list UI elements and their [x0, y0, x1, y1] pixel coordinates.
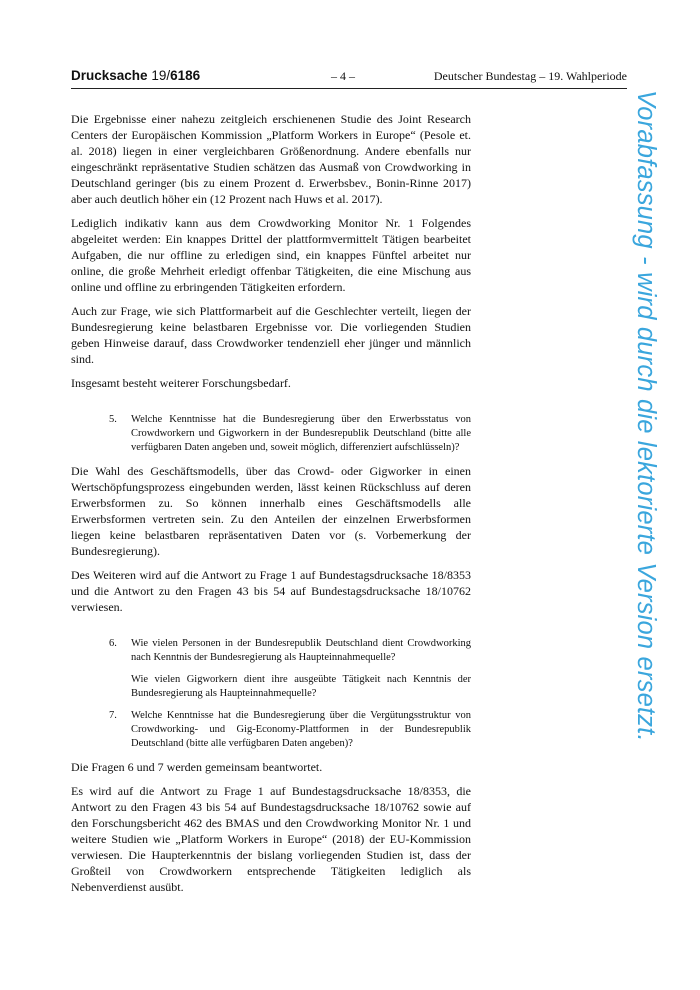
document-number: [71, 68, 200, 83]
answer-paragraph: Die Wahl des Geschäftsmodells, über das Crowd- oder Gigworker in einen Wertschöpfungsprozess eingebunden werden, lässt keinen Rückschluss auf deren Erwerbsformen zu. So können innerhalb eines Geschäftsmodells alle Erwerbsformen vertreten sein. Zu den Anteilen der einzelnen Erwerbsformen liegen keine belastbaren repräsentativen Daten vor (s. Vorbemerkung der Bundesregierung).: [71, 464, 471, 558]
publisher-period: Deutscher Bundestag – 19. Wahlperiode: [433, 69, 627, 83]
doc-number-prefix: 19/: [151, 68, 171, 83]
question-6-continued: Wie vielen Gigworkern dient ihre ausgeübte Tätigkeit nach Kenntnis der Bundesregierung als Haupteinnahmequelle?: [131, 674, 471, 699]
question-number: 7.: [109, 710, 117, 721]
page-number: – 4 –: [331, 69, 355, 83]
doc-label: Drucksache: [71, 68, 148, 83]
question-5: [109, 413, 471, 455]
paragraph: Lediglich indikativ kann aus dem Crowdworking Monitor Nr. 1 Folgendes abgeleitet werden: Ein knappes Drittel der plattformvermittelt Tätigen bearbeitet Aufgaben, die nur offline zu erledigen sind, ein knappes Fünftel arbeitet nur online, die große Mehrheit erledigt offenbar Tätigkeiten, die eine Mischung aus online und offline zu erbringenden Tätigkeiten erfordern.: [71, 216, 471, 294]
paragraph: Insgesamt besteht weiterer Forschungsbedarf.: [71, 376, 291, 390]
answer-paragraph: Die Fragen 6 und 7 werden gemeinsam beantwortet.: [71, 760, 323, 774]
question-7: [109, 709, 471, 751]
question-text: Wie vielen Personen in der Bundesrepublik Deutschland dient Crowdworking nach Kenntnis der Bundesregierung als Haupteinnahmequelle?: [131, 638, 471, 663]
question-6: [109, 637, 471, 665]
answer-paragraph: Es wird auf die Antwort zu Frage 1 auf Bundestagsdrucksache 18/8353, die Antwort zu den Fragen 43 bis 54 auf Bundestagsdrucksache 18/10762 sowie auf den Forschungsbericht 462 des BMAS und den Crowdworking Monitor Nr. 1 und weitere Studien wie „Platform Workers in Europe“ (2018) der EU-Kommission verwiesen. Die Haupterkenntnis der bislang vorliegenden Studien ist, dass der Großteil von Crowdworkern entsprechende Tätigkeiten lediglich als Nebenverdienst ausübt.: [71, 784, 471, 894]
paragraph: Die Ergebnisse einer nahezu zeitgleich erschienenen Studie des Joint Research Centers der Europäischen Kommission „Platform Workers in Europe“ (Pesole et. al. 2018) liegen in einer vergleichbaren Größenordnung. Andere ebenfalls nur eingeschränkt repräsentative Studien schätzen das Ausmaß von Crowdworking in Deutschland geringer (bis zu einem Prozent d. Erwerbsbev., Bonin-Rinne 2017) aber auch deutlich höher ein (12 Prozent nach Huws et al. 2017).: [71, 112, 471, 206]
question-number: 6.: [109, 638, 117, 649]
page-header: [71, 68, 627, 89]
page-body: [71, 111, 471, 903]
question-number: 5.: [109, 414, 117, 425]
paragraph: Auch zur Frage, wie sich Plattformarbeit auf die Geschlechter verteilt, liegen der Bundesregierung keine belastbaren Ergebnisse vor. Die vorliegenden Studien geben Hinweise darauf, dass Crowdworker tendenziell eher jünger und männlich sind.: [71, 304, 471, 366]
question-text: Welche Kenntnisse hat die Bundesregierung über den Erwerbsstatus von Crowdworkern und Gigworkern in der Bundesrepublik Deutschland (bitte alle verfügbaren Daten angeben und, soweit möglich, differenziert aufschlüsseln)?: [131, 414, 471, 453]
doc-number: 6186: [170, 68, 201, 83]
question-text: Welche Kenntnisse hat die Bundesregierung über die Vergütungsstruktur von Crowdworking- und Gig-Economy-Plattformen in der Bundesrepublik Deutschland (bitte alle verfügbaren Daten angeben)?: [131, 710, 471, 749]
answer-paragraph: Des Weiteren wird auf die Antwort zu Frage 1 auf Bundestagsdrucksache 18/8353 und die Antwort zu den Fragen 43 bis 54 auf Bundestagsdrucksache 18/10762 verwiesen.: [71, 568, 471, 614]
draft-watermark: Vorabfassung - wird durch die lektorierte Version ersetzt.: [632, 90, 660, 742]
